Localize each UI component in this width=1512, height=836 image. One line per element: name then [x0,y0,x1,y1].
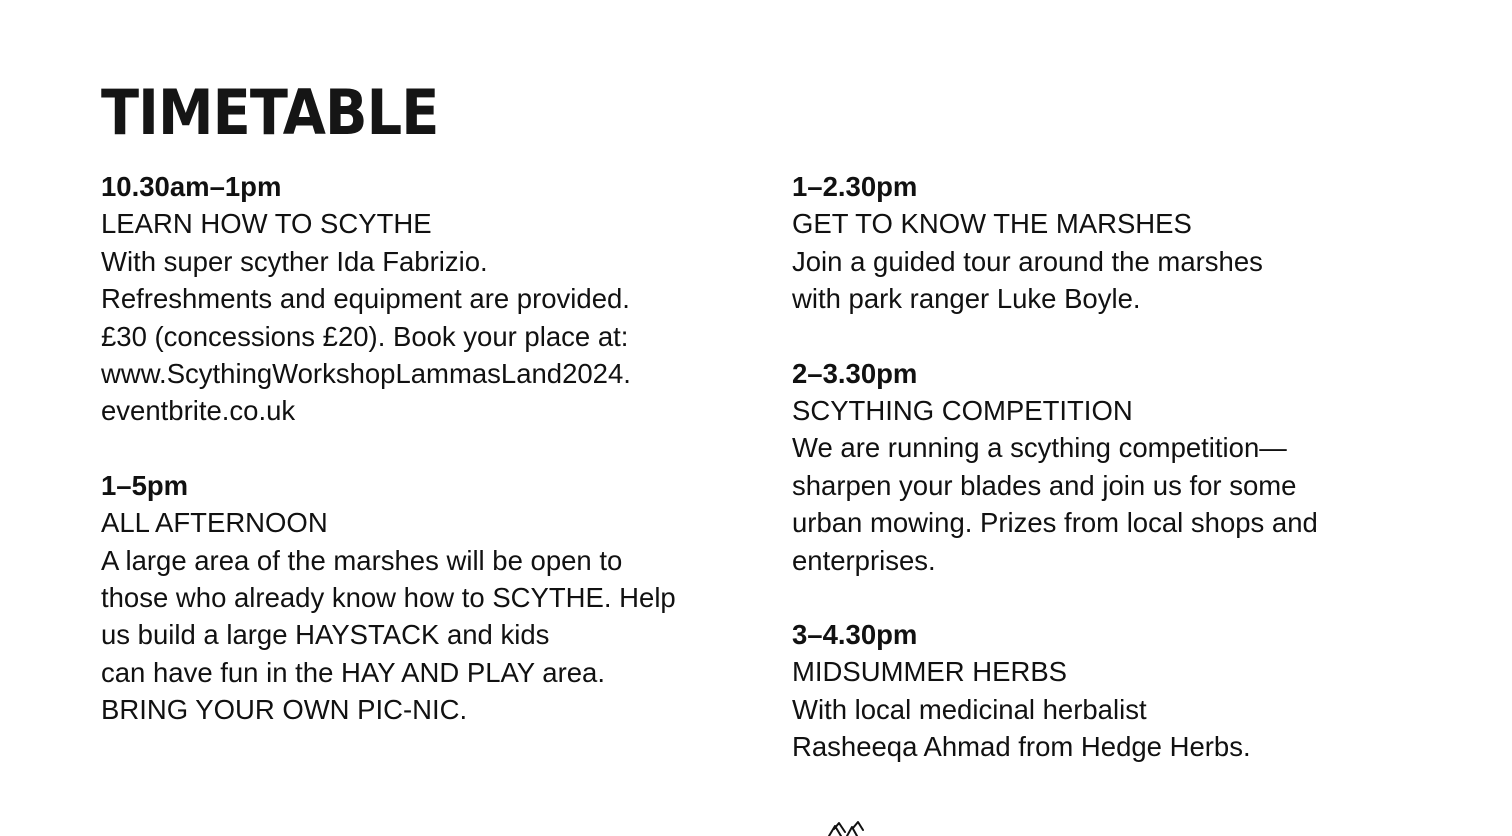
event-description-line: urban mowing. Prizes from local shops and [792,507,1318,539]
event-get-to-know-marshes [792,168,1442,318]
event-description-line: With local medicinal herbalist [792,693,1147,725]
event-description-line: BRING YOUR OWN PIC-NIC. [101,694,468,726]
event-scything-competition [792,355,1442,579]
event-description-line: those who already know how to SCYTHE. Help [101,582,676,614]
event-description-line: with park ranger Luke Boyle. [792,283,1141,315]
event-heading: SCYTHING COMPETITION [792,395,1133,427]
event-time: 1–5pm [101,469,189,501]
event-time: 3–4.30pm [792,619,918,651]
hand-drawn-doodle-icon [825,820,880,836]
event-heading: LEARN HOW TO SCYTHE [101,208,432,240]
event-heading: GET TO KNOW THE MARSHES [792,208,1192,240]
event-description-line: With super scyther Ida Fabrizio. [101,245,488,277]
event-heading: ALL AFTERNOON [101,507,328,539]
event-description-line: Rasheeqa Ahmad from Hedge Herbs. [792,731,1251,763]
event-description-line: us build a large HAYSTACK and kids [101,619,550,651]
event-time: 10.30am–1pm [101,171,282,202]
event-description-line: Refreshments and equipment are provided. [101,283,630,315]
event-description-line: sharpen your blades and join us for some [792,469,1297,501]
event-learn-to-scythe [101,168,751,430]
event-description-line: enterprises. [792,544,936,576]
event-time: 2–3.30pm [792,357,918,389]
page-title: TIMETABLE [101,76,439,149]
event-description-line: can have fun in the HAY AND PLAY area. [101,656,605,688]
event-description-line: Join a guided tour around the marshes [792,245,1263,277]
event-description-line: We are running a scything competition— [792,432,1287,464]
event-midsummer-herbs [792,616,1442,766]
timetable-left-column [101,168,751,766]
event-booking-url-line: eventbrite.co.uk [101,395,296,427]
event-description-line: A large area of the marshes will be open to [101,544,623,576]
event-description-line: £30 (concessions £20). Book your place at: [101,320,629,352]
event-booking-url-line: www.ScythingWorkshopLammasLand2024. [101,358,631,390]
timetable-right-column [792,168,1442,803]
event-all-afternoon [101,467,751,729]
event-time: 1–2.30pm [792,171,918,202]
event-heading: MIDSUMMER HERBS [792,656,1068,688]
